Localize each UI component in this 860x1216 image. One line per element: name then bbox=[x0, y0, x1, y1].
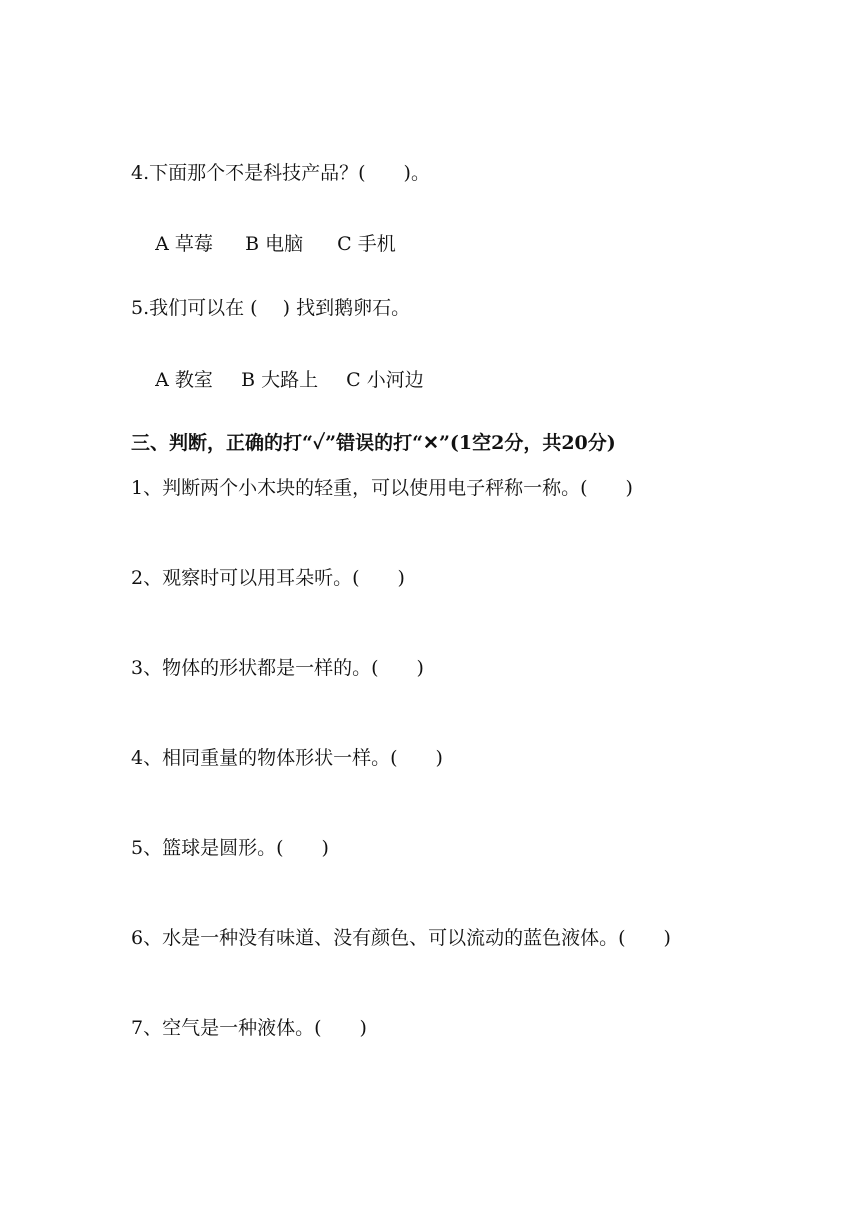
question-5-options bbox=[131, 341, 424, 419]
judgment-item-2: 2、观察时可以用耳朵听。( ) bbox=[131, 567, 405, 589]
judgment-item-4: 4、相同重量的物体形状一样。( ) bbox=[131, 747, 443, 769]
option-b: B 大路上 bbox=[241, 369, 319, 391]
option-c: C 小河边 bbox=[346, 369, 424, 391]
option-c: C 手机 bbox=[337, 233, 396, 255]
option-a: A 教室 bbox=[155, 369, 213, 391]
option-b: B 电脑 bbox=[245, 233, 304, 255]
option-a: A 草莓 bbox=[155, 233, 213, 255]
question-4-stem: 4.下面那个不是科技产品？( )。 bbox=[131, 162, 430, 184]
question-4-options bbox=[131, 205, 396, 283]
judgment-item-7: 7、空气是一种液体。( ) bbox=[131, 1017, 367, 1039]
judgment-item-6: 6、水是一种没有味道、没有颜色、可以流动的蓝色液体。( ) bbox=[131, 927, 671, 949]
judgment-item-5: 5、篮球是圆形。( ) bbox=[131, 837, 329, 859]
section-3-heading: 三、判断，正确的打“✓”错误的打“✕”(1空2分，共20分) bbox=[131, 432, 616, 454]
judgment-item-1: 1、判断两个小木块的轻重，可以使用电子秤称一称。( ) bbox=[131, 477, 633, 499]
question-5-stem: 5.我们可以在 ( ) 找到鹅卵石。 bbox=[131, 297, 411, 319]
judgment-item-3: 3、物体的形状都是一样的。( ) bbox=[131, 657, 424, 679]
